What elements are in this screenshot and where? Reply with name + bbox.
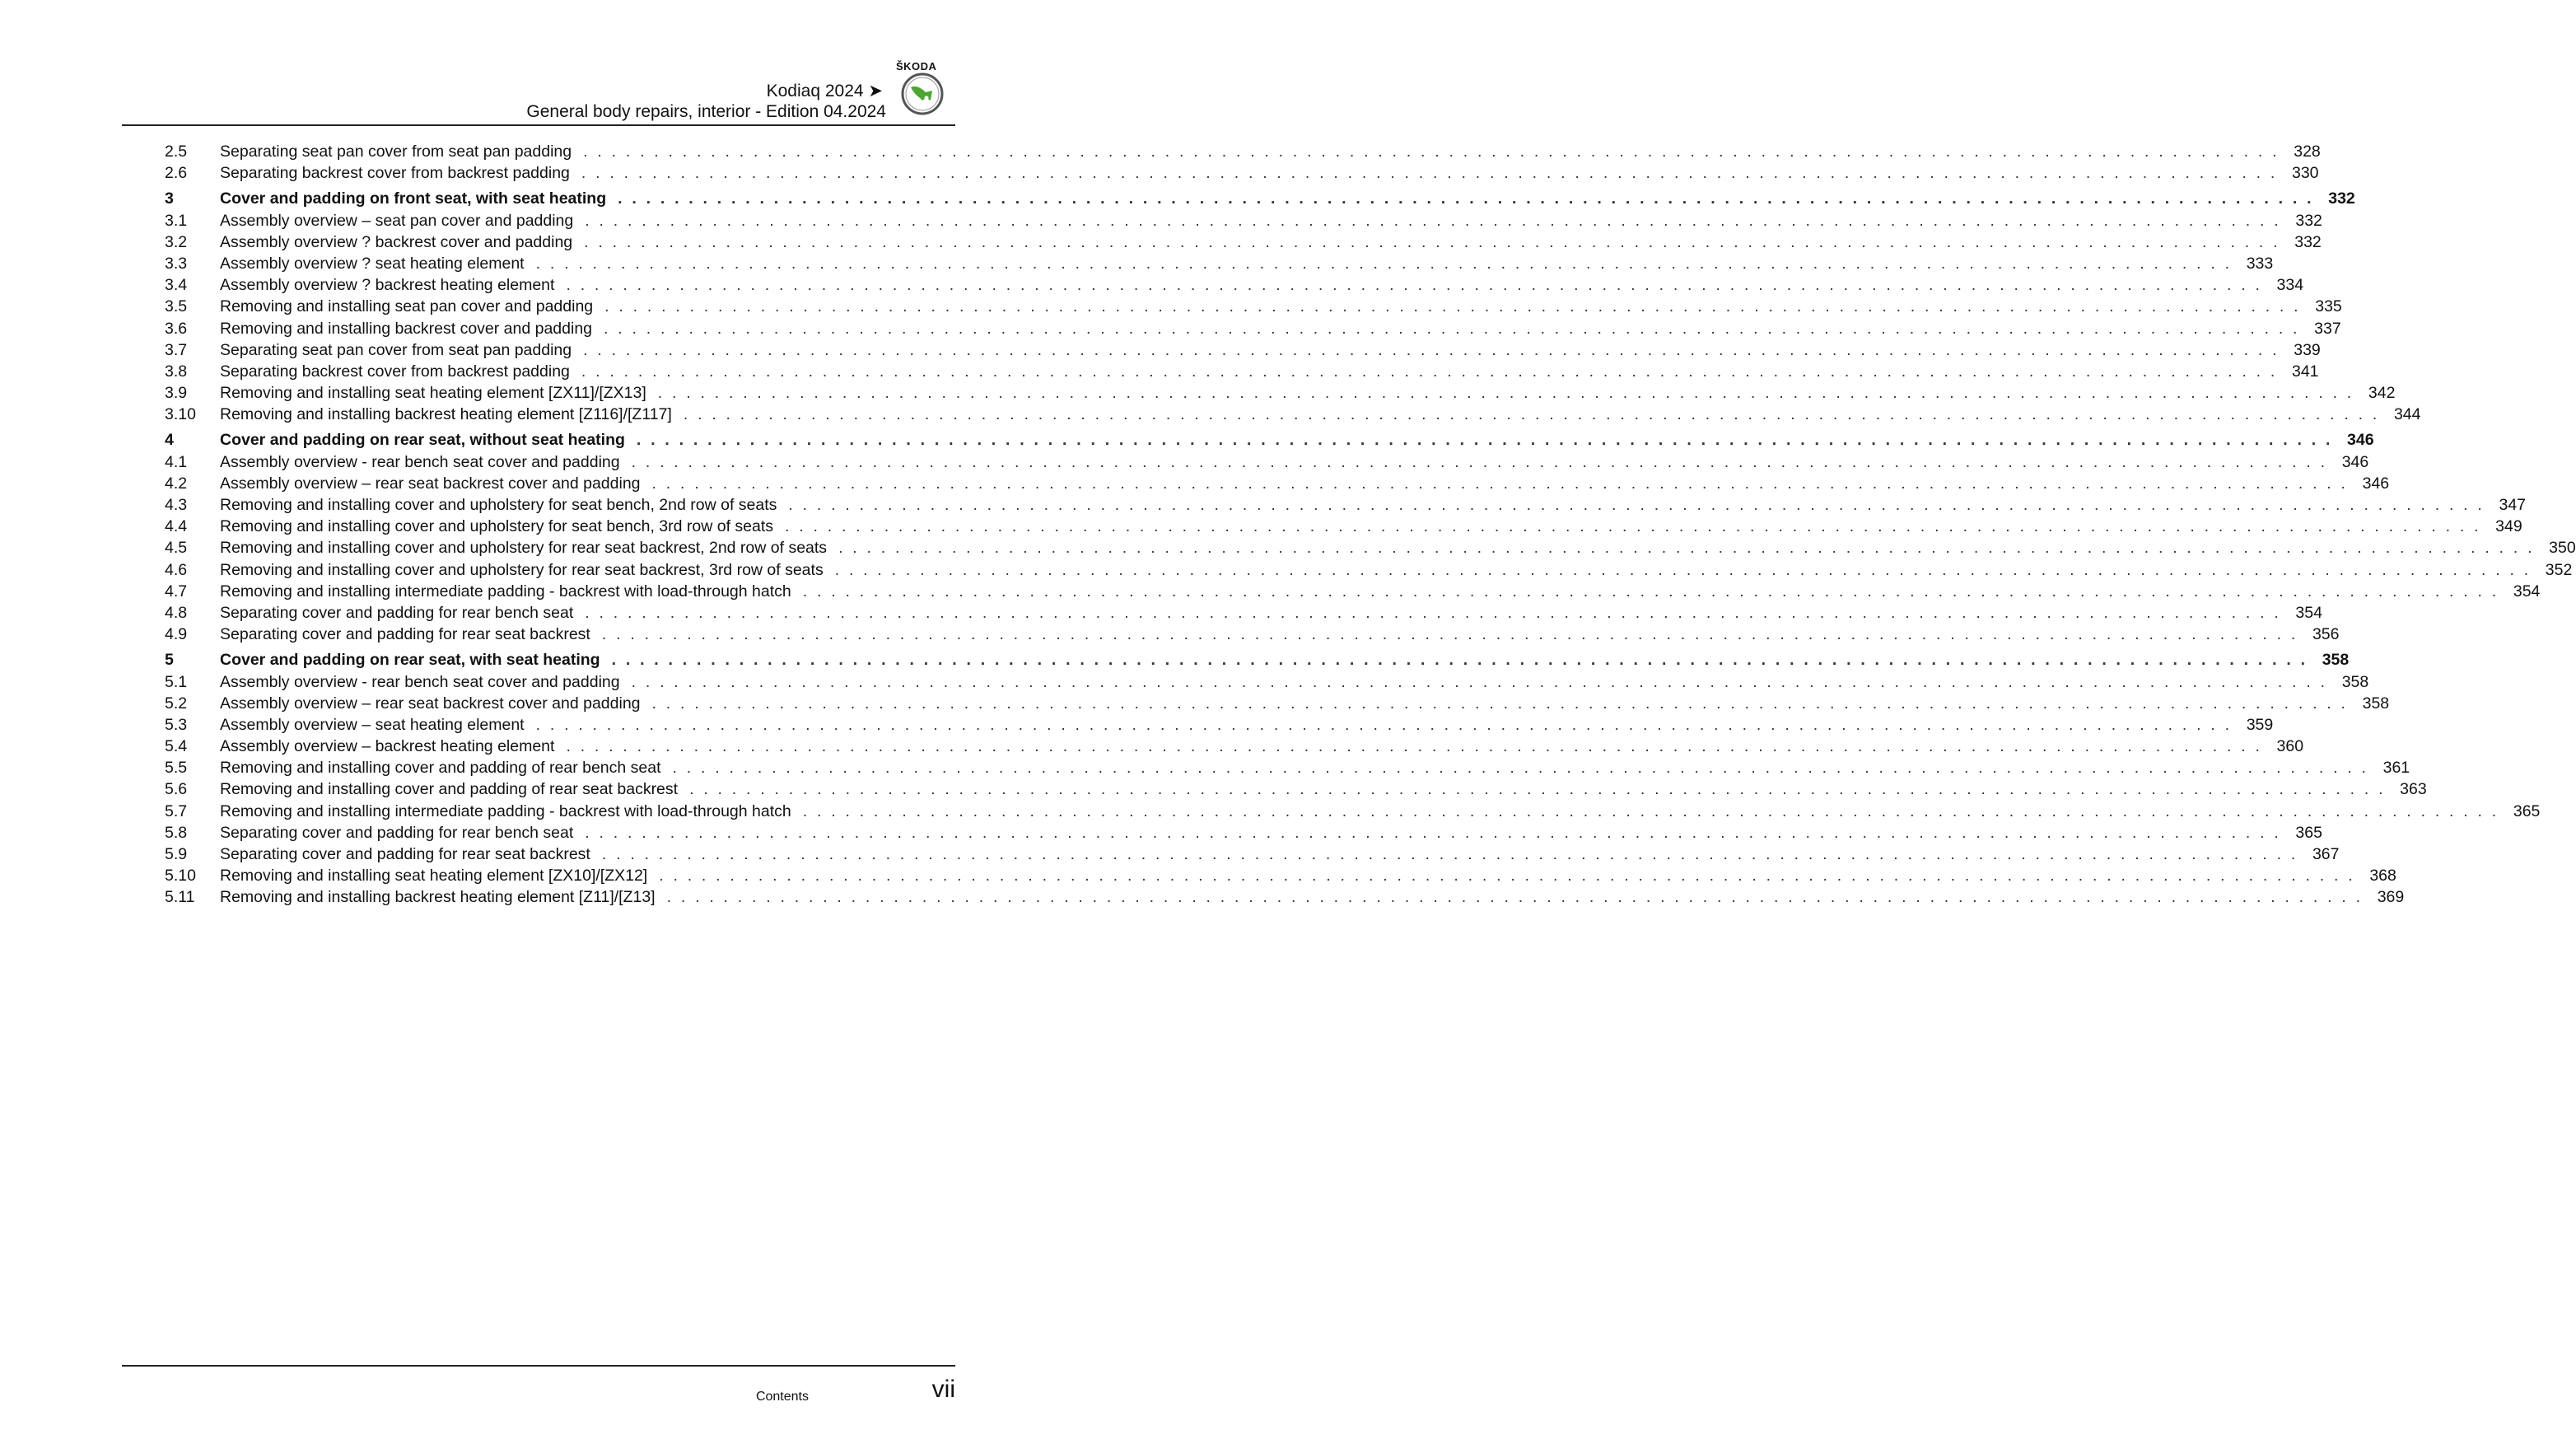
toc-page: 358	[2322, 651, 2350, 670]
toc-title: Separating cover and padding for rear bench seat	[220, 823, 574, 842]
toc-entry[interactable]	[165, 780, 2427, 801]
header-model: Kodiaq 2024 ➤	[766, 82, 883, 100]
brand-wordmark: ŠKODA	[896, 60, 937, 72]
dot-leader: . . . . . . . . . . . . . . . . . . . . . . . . . . . . . . . . . . . . . . . . . . . . . . . . . . . . . . . . . . . . . . . . . . . . . . . . . . . . . . . . . . . . . . . . . . . . . . . . . . . . . . . . . . . . . . . . . . . . . . . .	[611, 651, 2308, 670]
dot-leader: . . . . . . . . . . . . . . . . . . . . . . . . . . . . . . . . . . . . . . . . . . . . . . . . . . . . . . . . . . . . . . . . . . . . . . . . . . . . . . . . . . . . . . . . . . . . . . . . . . . . . . . . . . . . . . . . . . . . . . . .	[838, 539, 2535, 558]
dot-leader: . . . . . . . . . . . . . . . . . . . . . . . . . . . . . . . . . . . . . . . . . . . . . . . . . . . . . . . . . . . . . . . . . . . . . . . . . . . . . . . . . . . . . . . . . . . . . . . . . . . . . . . . . . . . . . . . . . . . . . . .	[585, 603, 2281, 622]
dot-leader: . . . . . . . . . . . . . . . . . . . . . . . . . . . . . . . . . . . . . . . . . . . . . . . . . . . . . . . . . . . . . . . . . . . . . . . . . . . . . . . . . . . . . . . . . . . . . . . . . . . . . . . . . . . . . . . . . . . . . . . .	[834, 560, 2532, 579]
toc-number: 5.2	[165, 694, 188, 713]
toc-page: 349	[2495, 517, 2522, 536]
toc-page: 360	[2276, 737, 2304, 756]
toc-entry[interactable]	[165, 801, 2541, 824]
toc-entry[interactable]	[165, 297, 2342, 319]
toc-number: 5.4	[165, 737, 188, 756]
dot-leader: . . . . . . . . . . . . . . . . . . . . . . . . . . . . . . . . . . . . . . . . . . . . . . . . . . . . . . . . . . . . . . . . . . . . . . . . . . . . . . . . . . . . . . . . . . . . . . . . . . . . . . . . . . . . . . . . . . . . . . . .	[566, 737, 2263, 756]
toc-page: 354	[2513, 582, 2541, 600]
toc-page: 346	[2341, 452, 2369, 471]
toc-chapter-entry[interactable]	[165, 651, 2350, 672]
toc-title: Assembly overview – rear seat backrest cover and padding	[220, 474, 641, 493]
toc-page: 356	[2312, 625, 2340, 644]
toc-number: 4.5	[165, 539, 188, 558]
toc-number: 3.6	[165, 319, 188, 338]
toc-title: Removing and installing cover and padding of rear seat backrest	[220, 780, 679, 799]
toc-chapter-entry[interactable]	[165, 189, 2355, 211]
toc-title: Separating backrest cover from backrest padding	[220, 362, 570, 381]
toc-entry[interactable]	[165, 276, 2304, 297]
toc-number: 5.9	[165, 845, 188, 863]
toc-page: 350	[2549, 539, 2576, 558]
toc-entry[interactable]	[165, 319, 2341, 341]
toc-entry[interactable]	[165, 143, 2321, 164]
header-subtitle: General body repairs, interior - Edition 04.2024	[526, 102, 886, 121]
toc-number: 5.5	[165, 759, 188, 778]
toc-page: 359	[2246, 715, 2274, 734]
toc-title: Removing and installing backrest cover and padding	[220, 319, 593, 338]
dot-leader: . . . . . . . . . . . . . . . . . . . . . . . . . . . . . . . . . . . . . . . . . . . . . . . . . . . . . . . . . . . . . . . . . . . . . . . . . . . . . . . . . . . . . . . . . . . . . . . . . . . . . . . . . . . . . . . . . . . . . . . .	[601, 845, 2298, 863]
dot-leader: . . . . . . . . . . . . . . . . . . . . . . . . . . . . . . . . . . . . . . . . . . . . . . . . . . . . . . . . . . . . . . . . . . . . . . . . . . . . . . . . . . . . . . . . . . . . . . . . . . . . . . . . . . . . . . . . . . . . . . . .	[802, 582, 2499, 600]
toc-entry[interactable]	[165, 672, 2369, 694]
toc-page: 337	[2314, 319, 2341, 338]
toc-title: Removing and installing intermediate padding - backrest with load-through hatch	[220, 582, 791, 600]
dot-leader: . . . . . . . . . . . . . . . . . . . . . . . . . . . . . . . . . . . . . . . . . . . . . . . . . . . . . . . . . . . . . . . . . . . . . . . . . . . . . . . . . . . . . . . . . . . . . . . . . . . . . . . . . . . . . . . . . . . . . . . .	[659, 867, 2355, 886]
toc-number: 4.1	[165, 452, 188, 471]
toc-page: 363	[2400, 780, 2427, 799]
toc-entry[interactable]	[165, 254, 2274, 276]
toc-entry[interactable]	[165, 694, 2390, 716]
toc-entry[interactable]	[165, 715, 2274, 737]
toc-title: Removing and installing cover and padding of rear bench seat	[220, 759, 661, 778]
toc-title: Removing and installing seat pan cover and padding	[220, 297, 594, 316]
toc-number: 2.5	[165, 143, 188, 161]
toc-number: 3.9	[165, 384, 188, 403]
dot-leader: . . . . . . . . . . . . . . . . . . . . . . . . . . . . . . . . . . . . . . . . . . . . . . . . . . . . . . . . . . . . . . . . . . . . . . . . . . . . . . . . . . . . . . . . . . . . . . . . . . . . . . . . . . . . . . . . . . . . . . . .	[581, 164, 2278, 183]
toc-title: Assembly overview - rear bench seat cover and padding	[220, 672, 620, 691]
toc-page: 346	[2362, 474, 2390, 493]
dot-leader: . . . . . . . . . . . . . . . . . . . . . . . . . . . . . . . . . . . . . . . . . . . . . . . . . . . . . . . . . . . . . . . . . . . . . . . . . . . . . . . . . . . . . . . . . . . . . . . . . . . . . . . . . . . . . . . . . . . . . . . .	[785, 517, 2481, 536]
toc-entry[interactable]	[165, 384, 2396, 405]
toc-title: Removing and installing backrest heating element [Z11]/[Z13]	[220, 888, 656, 907]
toc-number: 3.10	[165, 405, 196, 424]
toc-title: Removing and installing seat heating element [ZX10]/[ZX12]	[220, 867, 648, 886]
toc-page: 334	[2276, 276, 2304, 295]
toc-title: Assembly overview – rear seat backrest cover and padding	[220, 694, 641, 713]
toc-title: Cover and padding on rear seat, without seat heating	[220, 431, 625, 450]
toc-number: 3.8	[165, 362, 188, 381]
toc-number: 5.7	[165, 801, 188, 820]
toc-page: 332	[2295, 211, 2322, 230]
toc-number: 4.7	[165, 582, 188, 600]
toc-title: Assembly overview – seat pan cover and padding	[220, 211, 574, 230]
dot-leader: . . . . . . . . . . . . . . . . . . . . . . . . . . . . . . . . . . . . . . . . . . . . . . . . . . . . . . . . . . . . . . . . . . . . . . . . . . . . . . . . . . . . . . . . . . . . . . . . . . . . . . . . . . . . . . . . . . . . . . . .	[631, 672, 2328, 691]
toc-number: 4.4	[165, 517, 188, 536]
dot-leader: . . . . . . . . . . . . . . . . . . . . . . . . . . . . . . . . . . . . . . . . . . . . . . . . . . . . . . . . . . . . . . . . . . . . . . . . . . . . . . . . . . . . . . . . . . . . . . . . . . . . . . . . . . . . . . . . . . . . . . . .	[604, 319, 2300, 338]
toc-title: Removing and installing intermediate padding - backrest with load-through hatch	[220, 801, 791, 820]
skoda-logo-icon	[901, 72, 944, 115]
dot-leader: . . . . . . . . . . . . . . . . . . . . . . . . . . . . . . . . . . . . . . . . . . . . . . . . . . . . . . . . . . . . . . . . . . . . . . . . . . . . . . . . . . . . . . . . . . . . . . . . . . . . . . . . . . . . . . . . . . . . . . . .	[666, 888, 2364, 907]
toc-page: 358	[2362, 694, 2390, 713]
toc-entry[interactable]	[165, 582, 2541, 604]
toc-number: 3.3	[165, 254, 188, 273]
toc-page: 342	[2368, 384, 2396, 403]
toc-number: 2.6	[165, 164, 188, 183]
toc-page: 358	[2341, 672, 2369, 691]
toc-entry[interactable]	[165, 452, 2369, 474]
dot-leader: . . . . . . . . . . . . . . . . . . . . . . . . . . . . . . . . . . . . . . . . . . . . . . . . . . . . . . . . . . . . . . . . . . . . . . . . . . . . . . . . . . . . . . . . . . . . . . . . . . . . . . . . . . . . . . . . . . . . . . . .	[585, 823, 2281, 842]
toc-page: 328	[2294, 143, 2321, 161]
toc-number: 3.5	[165, 297, 188, 316]
toc-title: Removing and installing cover and upholstery for rear seat backrest, 2nd row of seats	[220, 539, 828, 558]
toc-title: Removing and installing seat heating element [ZX11]/[ZX13]	[220, 384, 646, 403]
toc-entry[interactable]	[165, 496, 2527, 517]
toc-number: 4.8	[165, 603, 188, 622]
dot-leader: . . . . . . . . . . . . . . . . . . . . . . . . . . . . . . . . . . . . . . . . . . . . . . . . . . . . . . . . . . . . . . . . . . . . . . . . . . . . . . . . . . . . . . . . . . . . . . . . . . . . . . . . . . . . . . . . . . . . . . . .	[689, 780, 2386, 799]
toc-title: Separating cover and padding for rear seat backrest	[220, 845, 590, 863]
dot-leader: . . . . . . . . . . . . . . . . . . . . . . . . . . . . . . . . . . . . . . . . . . . . . . . . . . . . . . . . . . . . . . . . . . . . . . . . . . . . . . . . . . . . . . . . . . . . . . . . . . . . . . . . . . . . . . . . . . . . . . . .	[535, 254, 2233, 273]
toc-page: 332	[2328, 189, 2355, 208]
toc-entry[interactable]	[165, 888, 2405, 909]
toc-title: Removing and installing backrest heating element [Z116]/[Z117]	[220, 405, 672, 424]
toc-title: Assembly overview ? seat heating element	[220, 254, 525, 273]
toc-title: Separating seat pan cover from seat pan padding	[220, 340, 572, 359]
toc-entry[interactable]	[165, 539, 2576, 560]
toc-title: Cover and padding on rear seat, with seat heating	[220, 651, 600, 670]
toc-entry[interactable]	[165, 232, 2322, 255]
toc-page: 341	[2291, 362, 2319, 381]
toc-page: 352	[2545, 560, 2573, 579]
toc-title: Removing and installing cover and upholstery for seat bench, 3rd row of seats	[220, 517, 774, 536]
toc-number: 4.9	[165, 625, 188, 644]
toc-page: 368	[2369, 867, 2396, 886]
toc-number: 4.2	[165, 474, 188, 493]
toc-entry[interactable]	[165, 164, 2319, 185]
toc-number: 3.4	[165, 276, 188, 295]
dot-leader: . . . . . . . . . . . . . . . . . . . . . . . . . . . . . . . . . . . . . . . . . . . . . . . . . . . . . . . . . . . . . . . . . . . . . . . . . . . . . . . . . . . . . . . . . . . . . . . . . . . . . . . . . . . . . . . . . . . . . . . .	[788, 496, 2485, 514]
toc-title: Separating backrest cover from backrest padding	[220, 164, 570, 183]
toc-number: 4.3	[165, 496, 188, 514]
toc-entry[interactable]	[165, 603, 2322, 625]
toc-number: 5.11	[165, 888, 195, 907]
dot-leader: . . . . . . . . . . . . . . . . . . . . . . . . . . . . . . . . . . . . . . . . . . . . . . . . . . . . . . . . . . . . . . . . . . . . . . . . . . . . . . . . . . . . . . . . . . . . . . . . . . . . . . . . . . . . . . . . . . . . . . . .	[584, 232, 2280, 251]
toc-page: 369	[2377, 888, 2405, 907]
toc-page: 354	[2295, 603, 2322, 622]
toc-number: 4.6	[165, 560, 188, 579]
toc-number: 5.3	[165, 715, 188, 734]
toc-title: Assembly overview ? backrest heating element	[220, 276, 555, 295]
toc-entry[interactable]	[165, 474, 2390, 496]
toc-page: 365	[2295, 823, 2322, 842]
toc-chapter-entry[interactable]	[165, 431, 2374, 452]
toc-number: 3	[165, 189, 174, 208]
table-of-contents	[165, 143, 2576, 910]
footer-rule	[122, 1365, 955, 1367]
toc-page: 347	[2499, 496, 2527, 514]
dot-leader: . . . . . . . . . . . . . . . . . . . . . . . . . . . . . . . . . . . . . . . . . . . . . . . . . . . . . . . . . . . . . . . . . . . . . . . . . . . . . . . . . . . . . . . . . . . . . . . . . . . . . . . . . . . . . . . . . . . . . . . .	[585, 211, 2281, 230]
dot-leader: . . . . . . . . . . . . . . . . . . . . . . . . . . . . . . . . . . . . . . . . . . . . . . . . . . . . . . . . . . . . . . . . . . . . . . . . . . . . . . . . . . . . . . . . . . . . . . . . . . . . . . . . . . . . . . . . . . . . . . . .	[802, 801, 2499, 820]
toc-number: 3.1	[165, 211, 188, 230]
toc-number: 5.6	[165, 780, 188, 799]
toc-page: 333	[2246, 254, 2274, 273]
dot-leader: . . . . . . . . . . . . . . . . . . . . . . . . . . . . . . . . . . . . . . . . . . . . . . . . . . . . . . . . . . . . . . . . . . . . . . . . . . . . . . . . . . . . . . . . . . . . . . . . . . . . . . . . . . . . . . . . . . . . . . . .	[583, 340, 2280, 359]
dot-leader: . . . . . . . . . . . . . . . . . . . . . . . . . . . . . . . . . . . . . . . . . . . . . . . . . . . . . . . . . . . . . . . . . . . . . . . . . . . . . . . . . . . . . . . . . . . . . . . . . . . . . . . . . . . . . . . . . . . . . . . .	[651, 694, 2349, 713]
toc-title: Removing and installing cover and upholstery for rear seat backrest, 3rd row of seats	[220, 560, 824, 579]
toc-title: Separating cover and padding for rear bench seat	[220, 603, 574, 622]
toc-page: 332	[2294, 232, 2322, 251]
toc-entry[interactable]	[165, 211, 2322, 233]
toc-entry[interactable]	[165, 362, 2319, 384]
toc-title: Assembly overview – backrest heating element	[220, 737, 555, 756]
toc-entry[interactable]	[165, 405, 2421, 427]
dot-leader: . . . . . . . . . . . . . . . . . . . . . . . . . . . . . . . . . . . . . . . . . . . . . . . . . . . . . . . . . . . . . . . . . . . . . . . . . . . . . . . . . . . . . . . . . . . . . . . . . . . . . . . . . . . . . . . . . . . . . . . .	[581, 362, 2278, 381]
toc-number: 5	[165, 651, 174, 670]
toc-title: Separating cover and padding for rear seat backrest	[220, 625, 590, 644]
dot-leader: . . . . . . . . . . . . . . . . . . . . . . . . . . . . . . . . . . . . . . . . . . . . . . . . . . . . . . . . . . . . . . . . . . . . . . . . . . . . . . . . . . . . . . . . . . . . . . . . . . . . . . . . . . . . . . . . . . . . . . . .	[535, 715, 2233, 734]
toc-number: 3.7	[165, 340, 188, 359]
toc-title: Cover and padding on front seat, with seat heating	[220, 189, 607, 208]
dot-leader: . . . . . . . . . . . . . . . . . . . . . . . . . . . . . . . . . . . . . . . . . . . . . . . . . . . . . . . . . . . . . . . . . . . . . . . . . . . . . . . . . . . . . . . . . . . . . . . . . . . . . . . . . . . . . . . . . . . . . . . .	[657, 384, 2354, 403]
toc-title: Removing and installing cover and upholstery for seat bench, 2nd row of seats	[220, 496, 777, 514]
toc-entry[interactable]	[165, 560, 2573, 582]
toc-title: Assembly overview – seat heating element	[220, 715, 525, 734]
toc-entry[interactable]	[165, 867, 2396, 888]
toc-number: 4	[165, 431, 174, 450]
dot-leader: . . . . . . . . . . . . . . . . . . . . . . . . . . . . . . . . . . . . . . . . . . . . . . . . . . . . . . . . . . . . . . . . . . . . . . . . . . . . . . . . . . . . . . . . . . . . . . . . . . . . . . . . . . . . . . . . . . . . . . . .	[601, 625, 2298, 644]
toc-title: Separating seat pan cover from seat pan padding	[220, 143, 572, 161]
toc-entry[interactable]	[165, 737, 2304, 759]
dot-leader: . . . . . . . . . . . . . . . . . . . . . . . . . . . . . . . . . . . . . . . . . . . . . . . . . . . . . . . . . . . . . . . . . . . . . . . . . . . . . . . . . . . . . . . . . . . . . . . . . . . . . . . . . . . . . . . . . . . . . . . .	[618, 189, 2314, 208]
toc-page: 361	[2382, 759, 2410, 778]
toc-entry[interactable]	[165, 823, 2322, 845]
footer-page-number: vii	[931, 1376, 955, 1403]
toc-page: 344	[2393, 405, 2421, 424]
toc-entry[interactable]	[165, 845, 2340, 867]
toc-entry[interactable]	[165, 517, 2522, 539]
toc-number: 3.2	[165, 232, 188, 251]
footer-label: Contents	[755, 1390, 809, 1404]
dot-leader: . . . . . . . . . . . . . . . . . . . . . . . . . . . . . . . . . . . . . . . . . . . . . . . . . . . . . . . . . . . . . . . . . . . . . . . . . . . . . . . . . . . . . . . . . . . . . . . . . . . . . . . . . . . . . . . . . . . . . . . .	[604, 297, 2301, 316]
toc-title: Assembly overview ? backrest cover and padding	[220, 232, 573, 251]
header-rule	[122, 124, 955, 126]
toc-page: 365	[2513, 801, 2541, 820]
toc-page: 335	[2315, 297, 2342, 316]
toc-entry[interactable]	[165, 625, 2340, 647]
dot-leader: . . . . . . . . . . . . . . . . . . . . . . . . . . . . . . . . . . . . . . . . . . . . . . . . . . . . . . . . . . . . . . . . . . . . . . . . . . . . . . . . . . . . . . . . . . . . . . . . . . . . . . . . . . . . . . . . . . . . . . . .	[651, 474, 2349, 493]
toc-number: 5.8	[165, 823, 188, 842]
dot-leader: . . . . . . . . . . . . . . . . . . . . . . . . . . . . . . . . . . . . . . . . . . . . . . . . . . . . . . . . . . . . . . . . . . . . . . . . . . . . . . . . . . . . . . . . . . . . . . . . . . . . . . . . . . . . . . . . . . . . . . . .	[631, 452, 2328, 471]
dot-leader: . . . . . . . . . . . . . . . . . . . . . . . . . . . . . . . . . . . . . . . . . . . . . . . . . . . . . . . . . . . . . . . . . . . . . . . . . . . . . . . . . . . . . . . . . . . . . . . . . . . . . . . . . . . . . . . . . . . . . . . .	[683, 405, 2380, 424]
toc-page: 346	[2347, 431, 2374, 450]
dot-leader: . . . . . . . . . . . . . . . . . . . . . . . . . . . . . . . . . . . . . . . . . . . . . . . . . . . . . . . . . . . . . . . . . . . . . . . . . . . . . . . . . . . . . . . . . . . . . . . . . . . . . . . . . . . . . . . . . . . . . . . .	[583, 143, 2280, 161]
toc-entry[interactable]	[165, 759, 2410, 780]
toc-number: 5.1	[165, 672, 188, 691]
toc-page: 330	[2291, 164, 2319, 183]
toc-page: 367	[2312, 845, 2340, 863]
toc-page: 339	[2294, 340, 2321, 359]
toc-number: 5.10	[165, 867, 196, 886]
dot-leader: . . . . . . . . . . . . . . . . . . . . . . . . . . . . . . . . . . . . . . . . . . . . . . . . . . . . . . . . . . . . . . . . . . . . . . . . . . . . . . . . . . . . . . . . . . . . . . . . . . . . . . . . . . . . . . . . . . . . . . . .	[566, 276, 2263, 295]
toc-entry[interactable]	[165, 340, 2321, 362]
toc-title: Assembly overview - rear bench seat cover and padding	[220, 452, 620, 471]
dot-leader: . . . . . . . . . . . . . . . . . . . . . . . . . . . . . . . . . . . . . . . . . . . . . . . . . . . . . . . . . . . . . . . . . . . . . . . . . . . . . . . . . . . . . . . . . . . . . . . . . . . . . . . . . . . . . . . . . . . . . . . .	[636, 431, 2333, 450]
dot-leader: . . . . . . . . . . . . . . . . . . . . . . . . . . . . . . . . . . . . . . . . . . . . . . . . . . . . . . . . . . . . . . . . . . . . . . . . . . . . . . . . . . . . . . . . . . . . . . . . . . . . . . . . . . . . . . . . . . . . . . . .	[672, 759, 2369, 778]
